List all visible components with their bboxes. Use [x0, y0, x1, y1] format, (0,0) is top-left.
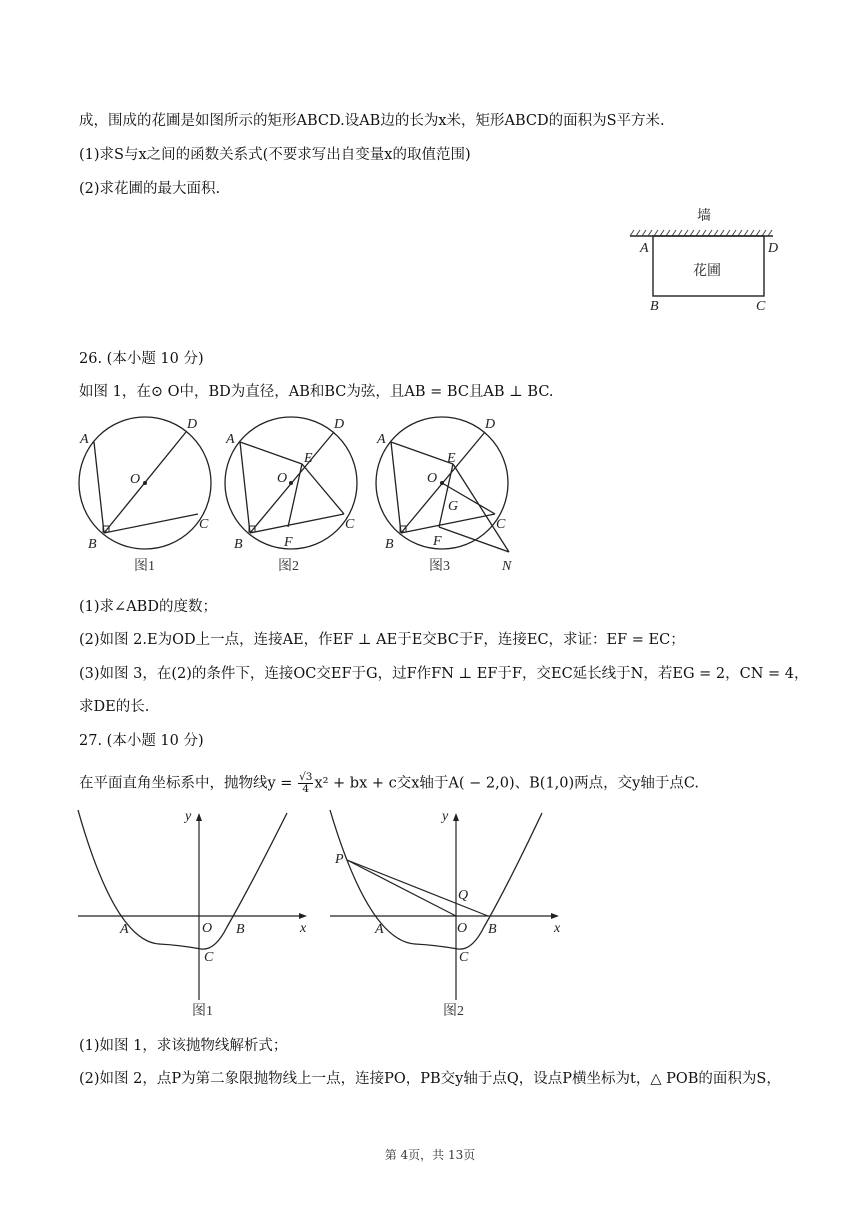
garden-figure — [625, 200, 785, 320]
fig2-O: O — [277, 471, 288, 486]
fig1-x-axis-label: x — [300, 921, 307, 936]
q27-intro-after: x² + bx + c交x轴于A( − 2,0)、B(1,0)两点，交y轴于点C. — [314, 775, 700, 792]
fig3-C: C — [496, 517, 506, 532]
q25-part1: (1)求S与x之间的函数关系式(不要求写出自变量x的取值范围) — [79, 147, 471, 163]
q27-part2: (2)如图 2，点P为第二象限抛物线上一点，连接PO，PB交y轴于点Q，设点P横坐标为t，△ POB的面积为S， — [79, 1071, 781, 1087]
fig3-E: E — [447, 451, 456, 466]
fig3-N: N — [502, 559, 512, 574]
point-B-label: B — [650, 299, 659, 314]
fig2-point-B: B — [488, 922, 497, 937]
fig3-G: G — [448, 499, 459, 514]
fig1-point-A: A — [120, 922, 129, 937]
point-D-label: D — [768, 241, 779, 256]
fig2-A: A — [226, 432, 235, 447]
q27-header: 27. (本小题 10 分) — [79, 733, 204, 749]
q26-part2: (2)如图 2.E为OD上一点，连接AE，作EF ⊥ AE于E交BC于F，连接EC，求证：EF = EC； — [79, 632, 685, 648]
q26-part3-line1: (3)如图 3，在(2)的条件下，连接OC交EF于G，过F作FN ⊥ EF于F，交EC延长线于N，若EG = 2，CN = 4， — [79, 666, 809, 682]
fig1-point-B: B — [236, 922, 245, 937]
q27-intro-before: 在平面直角坐标系中，抛物线y = — [79, 775, 298, 792]
fig3-F: F — [433, 534, 442, 549]
coefficient-fraction — [298, 772, 313, 795]
fig2-x-axis-label: x — [554, 921, 561, 936]
q25-part2: (2)求花圃的最大面积. — [79, 181, 221, 197]
fig1-D: D — [187, 417, 198, 432]
fig2-F: F — [284, 535, 293, 550]
fig1-A: A — [80, 432, 89, 447]
fig2-D: D — [334, 417, 345, 432]
fig1-B: B — [88, 537, 97, 552]
fig2-E: E — [304, 451, 313, 466]
q26-header: 26. (本小题 10 分) — [79, 351, 204, 367]
point-C-label: C — [756, 299, 766, 314]
q27-part1: (1)如图 1，求该抛物线解析式； — [79, 1038, 288, 1054]
q26-part1: (1)求∠ABD的度数； — [79, 599, 217, 615]
fig1-y-axis-label: y — [185, 809, 192, 824]
q26-figure-2 — [222, 410, 372, 580]
fraction-denominator: 4 — [302, 783, 310, 795]
fig3-B: B — [385, 537, 394, 552]
fig2-point-C: C — [459, 950, 469, 965]
fig1-point-O: O — [202, 921, 213, 936]
fig2-B: B — [234, 537, 243, 552]
fig3-O: O — [427, 471, 438, 486]
fig2-point-O: O — [457, 921, 468, 936]
q25-text-line1: 成，围成的花圃是如图所示的矩形ABCD.设AB边的长为x米，矩形ABCD的面积为S平方米. — [79, 113, 665, 129]
fig1-caption: 图1 — [134, 559, 155, 574]
fig1-O: O — [130, 472, 141, 487]
fig3-caption: 图3 — [429, 559, 450, 574]
fig2-point-A: A — [375, 922, 384, 937]
fig2-C: C — [345, 517, 355, 532]
q26-part3-line2: 求DE的长. — [79, 699, 150, 715]
page-footer: 第 4页，共 13页 — [384, 1148, 476, 1162]
q27-fig2-caption: 图2 — [443, 1004, 464, 1019]
q26-intro: 如图 1，在⊙ O中，BD为直径，AB和BC为弦，且AB = BC且AB ⊥ BC. — [79, 384, 554, 400]
fig2-point-Q: Q — [458, 888, 469, 903]
fraction-numerator: √3 — [299, 771, 313, 783]
q27-figure-2 — [325, 805, 570, 1025]
q26-figure-1 — [72, 410, 222, 580]
q26-figure-3 — [372, 410, 532, 580]
fig3-D: D — [485, 417, 496, 432]
wall-label: 墙 — [697, 208, 711, 224]
fig2-y-axis-label: y — [442, 809, 449, 824]
q27-figure-1 — [75, 805, 315, 1025]
fig2-caption: 图2 — [278, 559, 299, 574]
q27-fig1-caption: 图1 — [192, 1004, 213, 1019]
point-A-label: A — [640, 241, 649, 256]
q27-intro — [79, 772, 699, 795]
fig2-point-P: P — [335, 852, 344, 867]
fig3-A: A — [377, 432, 386, 447]
fig1-point-C: C — [204, 950, 214, 965]
garden-label: 花圃 — [693, 263, 721, 279]
fig1-C: C — [199, 517, 209, 532]
